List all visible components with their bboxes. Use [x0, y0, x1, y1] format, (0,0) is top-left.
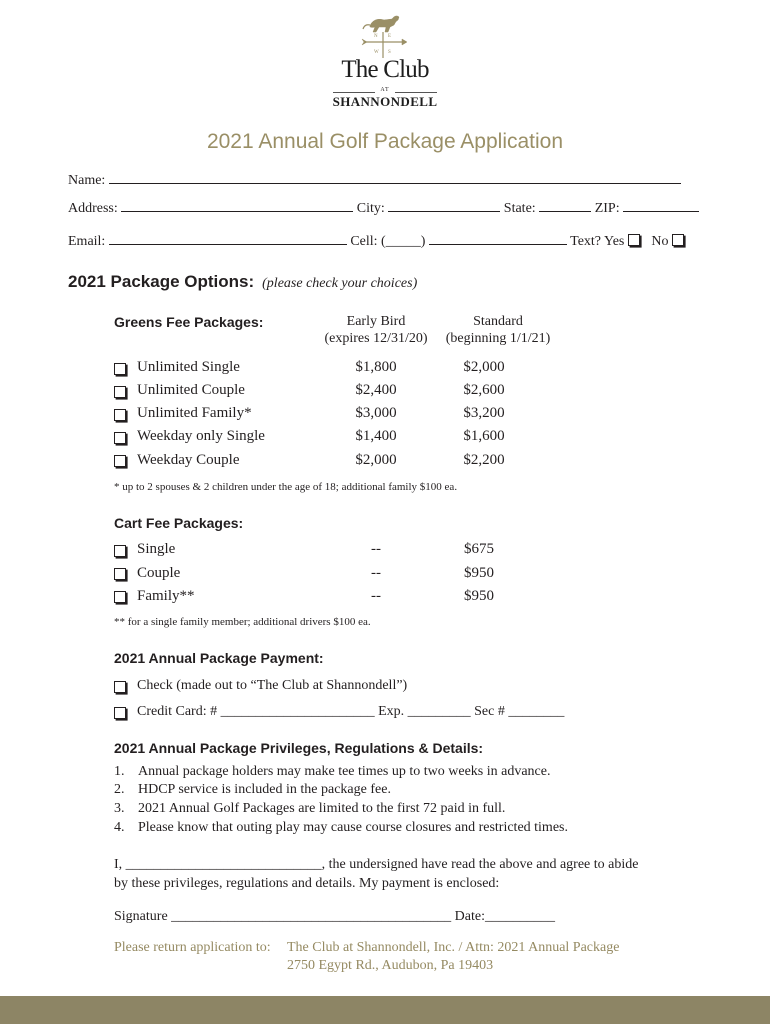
text-yes-label: Text? Yes	[570, 234, 625, 249]
text-no-label: No	[651, 234, 669, 249]
cell-field[interactable]	[429, 232, 567, 245]
greens-heading: Greens Fee Packages:	[114, 314, 264, 330]
address-field[interactable]	[121, 199, 353, 212]
cart-early-price: --	[371, 541, 381, 557]
payment-check-checkbox[interactable]	[114, 681, 126, 693]
list-item-text: Please know that outing play may cause course closures and restricted times.	[138, 820, 568, 835]
svg-text:E: E	[388, 34, 392, 39]
cart-footnote: ** for a single family member; additional drivers $100 ea.	[114, 616, 371, 628]
greens-standard-price: $3,200	[463, 405, 505, 421]
options-note: (please check your choices)	[262, 276, 418, 291]
text-yes-checkbox[interactable]	[628, 234, 640, 246]
state-field[interactable]	[539, 199, 591, 212]
svg-text:W: W	[374, 50, 379, 55]
greens-checkbox[interactable]	[114, 409, 126, 421]
address-label: Address:	[68, 201, 118, 216]
name-field[interactable]	[109, 171, 681, 184]
state-label: State:	[503, 201, 536, 216]
greens-checkbox[interactable]	[114, 455, 126, 467]
email-label: Email:	[68, 234, 106, 249]
cart-label: Single	[137, 541, 176, 557]
signature-line[interactable]: Signature ________________________________________ Date:__________	[114, 909, 555, 924]
greens-footnote: * up to 2 spouses & 2 children under the age of 18; additional family $100 ea.	[114, 481, 458, 493]
return-label: Please return application to:	[114, 940, 271, 955]
logo-subtitle: SHANNONDELL	[332, 94, 438, 109]
footer-bar	[0, 996, 770, 1024]
standard-header: Standard	[473, 314, 523, 329]
list-item-number: 4.	[114, 820, 125, 835]
agreement-line-2: by these privileges, regulations and details. My payment is enclosed:	[114, 876, 500, 891]
logo-rule-right	[395, 92, 437, 93]
greens-early-price: $2,400	[355, 382, 397, 398]
cart-checkbox[interactable]	[114, 545, 126, 557]
greens-early-price: $1,800	[355, 359, 397, 375]
cart-standard-price: $950	[464, 588, 494, 604]
address-row	[68, 199, 699, 217]
list-item-number: 1.	[114, 764, 125, 779]
payment-check-label: Check (made out to “The Club at Shannondell”)	[137, 678, 408, 693]
greens-label: Unlimited Single	[137, 359, 240, 375]
greens-standard-price: $1,600	[463, 428, 505, 444]
greens-standard-price: $2,200	[463, 452, 505, 468]
name-row	[68, 171, 681, 189]
email-field[interactable]	[109, 232, 347, 245]
options-heading-row	[68, 272, 417, 292]
greens-checkbox[interactable]	[114, 386, 126, 398]
city-label: City:	[356, 201, 385, 216]
cell-label: Cell: (_____)	[350, 234, 426, 249]
greens-standard-price: $2,600	[463, 382, 505, 398]
page-title: 2021 Annual Golf Package Application	[206, 130, 564, 153]
payment-card-checkbox[interactable]	[114, 707, 126, 719]
city-field[interactable]	[388, 199, 500, 212]
cart-label: Couple	[137, 565, 181, 581]
svg-text:S: S	[388, 50, 391, 55]
zip-field[interactable]	[623, 199, 699, 212]
privileges-heading: 2021 Annual Package Privileges, Regulations & Details:	[114, 740, 484, 756]
list-item-number: 3.	[114, 801, 125, 816]
cart-heading: Cart Fee Packages:	[114, 515, 244, 531]
greens-standard-price: $2,000	[463, 359, 505, 375]
greens-label: Weekday only Single	[137, 428, 265, 444]
options-heading: 2021 Package Options:	[68, 272, 255, 291]
agreement-line-1: I, ____________________________, the undersigned have read the above and agree to abide	[114, 857, 639, 872]
list-item-number: 2.	[114, 782, 125, 797]
svg-text:N: N	[374, 34, 378, 39]
horse-weathervane-logo	[352, 12, 414, 60]
cart-standard-price: $950	[464, 565, 494, 581]
early-bird-header: Early Bird	[346, 314, 406, 329]
text-no-checkbox[interactable]	[672, 234, 684, 246]
list-item-text: Annual package holders may make tee times up to two weeks in advance.	[138, 764, 551, 779]
list-item-text: HDCP service is included in the package fee.	[138, 782, 391, 797]
cart-checkbox[interactable]	[114, 568, 126, 580]
cart-checkbox[interactable]	[114, 591, 126, 603]
return-address-line-2: 2750 Egypt Rd., Audubon, Pa 19403	[287, 958, 494, 973]
greens-early-price: $1,400	[355, 428, 397, 444]
email-row	[68, 232, 684, 250]
zip-label: ZIP:	[594, 201, 620, 216]
standard-subheader: (beginning 1/1/21)	[445, 331, 551, 346]
greens-label: Unlimited Couple	[137, 382, 245, 398]
payment-heading: 2021 Annual Package Payment:	[114, 650, 324, 666]
cart-standard-price: $675	[464, 541, 494, 557]
payment-card-label: Credit Card: # ______________________ Exp. _________ Sec # ________	[137, 704, 565, 719]
name-label: Name:	[68, 173, 106, 188]
greens-early-price: $3,000	[355, 405, 397, 421]
logo-title: The Club	[341, 56, 429, 83]
greens-checkbox[interactable]	[114, 363, 126, 375]
greens-label: Unlimited Family*	[137, 405, 252, 421]
early-bird-subheader: (expires 12/31/20)	[324, 331, 428, 346]
logo-at: AT	[380, 87, 390, 93]
list-item-text: 2021 Annual Golf Packages are limited to the first 72 paid in full.	[138, 801, 506, 816]
cart-label: Family**	[137, 588, 195, 604]
greens-label: Weekday Couple	[137, 452, 240, 468]
greens-early-price: $2,000	[355, 452, 397, 468]
greens-checkbox[interactable]	[114, 432, 126, 444]
cart-early-price: --	[371, 588, 381, 604]
return-address-line-1: The Club at Shannondell, Inc. / Attn: 2021 Annual Package	[287, 940, 620, 955]
cart-early-price: --	[371, 565, 381, 581]
